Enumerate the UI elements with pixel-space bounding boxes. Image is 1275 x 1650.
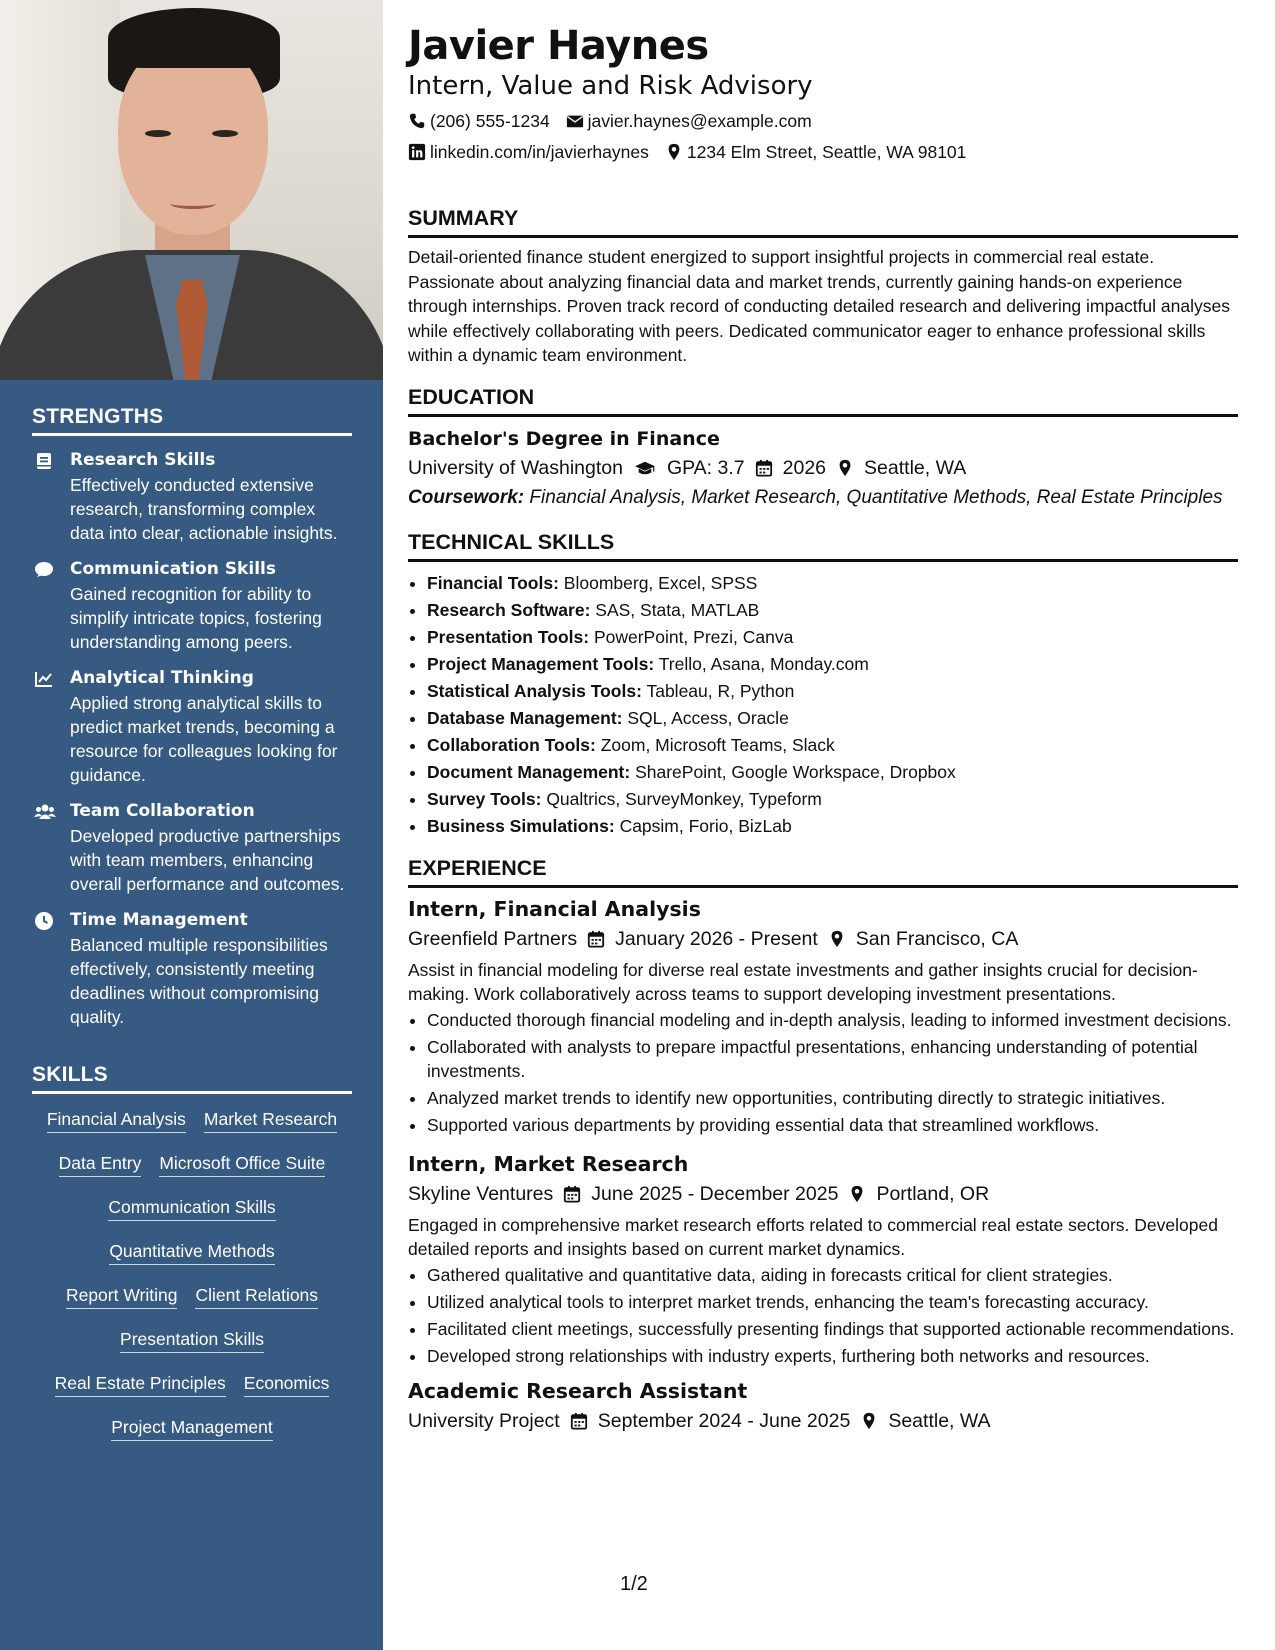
calendar-icon (587, 930, 605, 948)
list-item: • Research Software: SAS, Stata, MATLAB (427, 597, 1238, 624)
email-text: javier.haynes@example.com (587, 111, 812, 131)
job-meta (408, 1181, 1238, 1207)
job-title: Intern, Financial Analysis (408, 896, 701, 921)
job-title: Academic Research Assistant (408, 1378, 748, 1403)
line-chart-icon (34, 669, 54, 689)
map-pin-icon (836, 459, 854, 477)
education-section (408, 384, 1238, 510)
job-bullets (408, 1263, 1238, 1368)
strength-item (32, 909, 352, 1029)
address-text: 1234 Elm Street, Seattle, WA 98101 (686, 142, 967, 162)
list-item: • Financial Tools: Bloomberg, Excel, SPSS (427, 570, 1238, 597)
address-contact (665, 141, 967, 163)
strength-desc: Gained recognition for ability to simplify intricate topics, fostering understanding among peers. (70, 584, 322, 652)
skill-tag: Presentation Skills (120, 1328, 264, 1353)
email-contact[interactable] (566, 110, 812, 132)
skill-tag: Financial Analysis (47, 1108, 186, 1133)
coursework-label: Coursework: (408, 486, 525, 508)
list-item: • Utilized analytical tools to interpret market trends, enhancing the team's forecasting accuracy. (427, 1290, 1238, 1314)
linkedin-icon (408, 143, 426, 161)
contact-line (408, 141, 1238, 163)
job-meta (408, 1408, 1238, 1434)
phone-icon (408, 112, 426, 130)
strength-desc: Balanced multiple responsibilities effectively, consistently meeting deadlines without compromising quality. (70, 935, 328, 1027)
strengths-heading: STRENGTHS (32, 405, 352, 436)
contact-line (408, 110, 1238, 132)
profile-photo (0, 0, 383, 380)
technical-skills-list (408, 570, 1238, 840)
strength-desc: Developed productive partnerships with team members, enhancing overall performance and outcomes. (70, 826, 345, 894)
job-description: Engaged in comprehensive market research efforts related to commercial real estate sectors. Developed detailed reports and insights based on current market dynamics. (408, 1214, 1218, 1259)
summary-section (408, 205, 1238, 368)
list-item: • Business Simulations: Capsim, Forio, BizLab (427, 813, 1238, 840)
job-dates: June 2025 - December 2025 (591, 1182, 839, 1205)
page-number: 1/2 (620, 1573, 648, 1595)
strength-title: Analytical Thinking (70, 668, 254, 688)
job-title: Intern, Market Research (408, 1151, 689, 1176)
job-meta (408, 926, 1238, 952)
clock-icon (34, 911, 54, 931)
skill-tag: Data Entry (59, 1152, 142, 1177)
skill-tag: Real Estate Principles (55, 1372, 226, 1397)
job-location: San Francisco, CA (855, 927, 1019, 950)
strength-title: Time Management (70, 910, 248, 930)
linkedin-contact[interactable] (408, 141, 649, 163)
technical-skills-section (408, 529, 1238, 840)
job-location: Seattle, WA (888, 1409, 991, 1432)
phone-contact[interactable] (408, 110, 550, 132)
skill-tag: Client Relations (195, 1284, 318, 1309)
strength-desc: Effectively conducted extensive research, transforming complex data into clear, actionable insights. (70, 475, 338, 543)
list-item: • Presentation Tools: PowerPoint, Prezi, Canva (427, 624, 1238, 651)
skill-tag: Communication Skills (108, 1196, 275, 1221)
skill-tag: Microsoft Office Suite (159, 1152, 325, 1177)
list-item: • Database Management: SQL, Access, Oracle (427, 705, 1238, 732)
list-item: • Facilitated client meetings, successfully presenting findings that supported actionable recommendations. (427, 1317, 1238, 1341)
education-location: Seattle, WA (864, 456, 967, 479)
envelope-icon (566, 112, 584, 130)
job-entry (408, 1151, 1238, 1368)
job-bullets (408, 1008, 1238, 1137)
calendar-icon (755, 459, 773, 477)
candidate-name: Javier Haynes (408, 23, 709, 69)
experience-heading: EXPERIENCE (408, 855, 1238, 888)
list-item: • Developed strong relationships with industry experts, furthering both networks and resources. (427, 1344, 1238, 1368)
technical-skills-heading: TECHNICAL SKILLS (408, 529, 1238, 562)
summary-text: Detail-oriented finance student energized to support insightful projects in commercial real estate. Passionate about analyzing financial data and market trends, currently gaining hands-on experience through internships. Proven track record of conducting detailed research and delivering impactful analyses while effectively collaborating with peers. Dedicated communicator eager to enhance professional skills within a dynamic team environment. (408, 247, 1230, 365)
education-meta (408, 455, 1238, 481)
job-dates: September 2024 - June 2025 (597, 1409, 851, 1432)
coursework (408, 486, 1238, 510)
list-item: • Collaboration Tools: Zoom, Microsoft Teams, Slack (427, 732, 1238, 759)
linkedin-text: linkedin.com/in/javierhaynes (430, 142, 649, 162)
strength-item (32, 558, 352, 654)
strength-item (32, 449, 352, 545)
company-name: University Project (408, 1409, 560, 1432)
calendar-icon (570, 1412, 588, 1430)
skill-tag: Quantitative Methods (109, 1240, 274, 1265)
list-item: • Document Management: SharePoint, Google Workspace, Dropbox (427, 759, 1238, 786)
map-pin-icon (665, 143, 683, 161)
list-item: • Conducted thorough financial modeling and in-depth analysis, leading to informed investment decisions. (427, 1008, 1238, 1032)
map-pin-icon (860, 1412, 878, 1430)
job-location: Portland, OR (876, 1182, 990, 1205)
calendar-icon (563, 1185, 581, 1203)
book-icon (34, 451, 54, 471)
experience-section (408, 855, 1238, 1434)
list-item: • Survey Tools: Qualtrics, SurveyMonkey, Typeform (427, 786, 1238, 813)
skill-tag: Report Writing (66, 1284, 178, 1309)
list-item: • Collaborated with analysts to prepare impactful presentations, enhancing understanding of potential investments. (427, 1035, 1238, 1083)
gpa-text: GPA: 3.7 (666, 456, 745, 479)
skill-tag: Economics (244, 1372, 330, 1397)
strength-item (32, 667, 352, 787)
company-name: Skyline Ventures (408, 1182, 554, 1205)
strength-item (32, 800, 352, 896)
education-heading: EDUCATION (408, 384, 1238, 417)
candidate-role: Intern, Value and Risk Advisory (408, 71, 813, 101)
skill-tag: Market Research (204, 1108, 337, 1133)
company-name: Greenfield Partners (408, 927, 578, 950)
sidebar (0, 0, 383, 1650)
strength-title: Research Skills (70, 450, 216, 470)
job-entry (408, 1378, 1238, 1434)
degree-title: Bachelor's Degree in Finance (408, 427, 720, 450)
school-name: University of Washington (408, 456, 623, 479)
summary-heading: SUMMARY (408, 205, 1238, 238)
list-item: • Analyzed market trends to identify new opportunities, contributing directly to strategic initiatives. (427, 1086, 1238, 1110)
job-entry (408, 896, 1238, 1137)
phone-text: (206) 555-1234 (430, 111, 550, 131)
coursework-list: Financial Analysis, Market Research, Quantitative Methods, Real Estate Principles (529, 486, 1223, 508)
sidebar-content (32, 405, 352, 1460)
graduation-cap-icon (633, 459, 657, 477)
list-item: • Project Management Tools: Trello, Asana, Monday.com (427, 651, 1238, 678)
main-content (408, 22, 1238, 1434)
map-pin-icon (828, 930, 846, 948)
strength-desc: Applied strong analytical skills to predict market trends, becoming a resource for colleagues looking for guidance. (70, 693, 338, 785)
list-item: • Gathered qualitative and quantitative data, aiding in forecasts critical for client strategies. (427, 1263, 1238, 1287)
skills-list (32, 1108, 352, 1441)
users-icon (34, 802, 54, 822)
map-pin-icon (848, 1185, 866, 1203)
list-item: • Supported various departments by providing essential data that streamlined workflows. (427, 1113, 1238, 1137)
job-description: Assist in financial modeling for diverse real estate investments and gather insights crucial for decision-making. Work collaboratively across teams to support developing investment presentations. (408, 959, 1198, 1004)
skill-tag: Project Management (111, 1416, 272, 1441)
list-item: • Statistical Analysis Tools: Tableau, R, Python (427, 678, 1238, 705)
strength-title: Team Collaboration (70, 801, 255, 821)
graduation-year: 2026 (782, 456, 827, 479)
strength-title: Communication Skills (70, 559, 276, 579)
skills-heading: SKILLS (32, 1063, 352, 1094)
chat-bubble-icon (34, 560, 54, 580)
job-dates: January 2026 - Present (615, 927, 818, 950)
